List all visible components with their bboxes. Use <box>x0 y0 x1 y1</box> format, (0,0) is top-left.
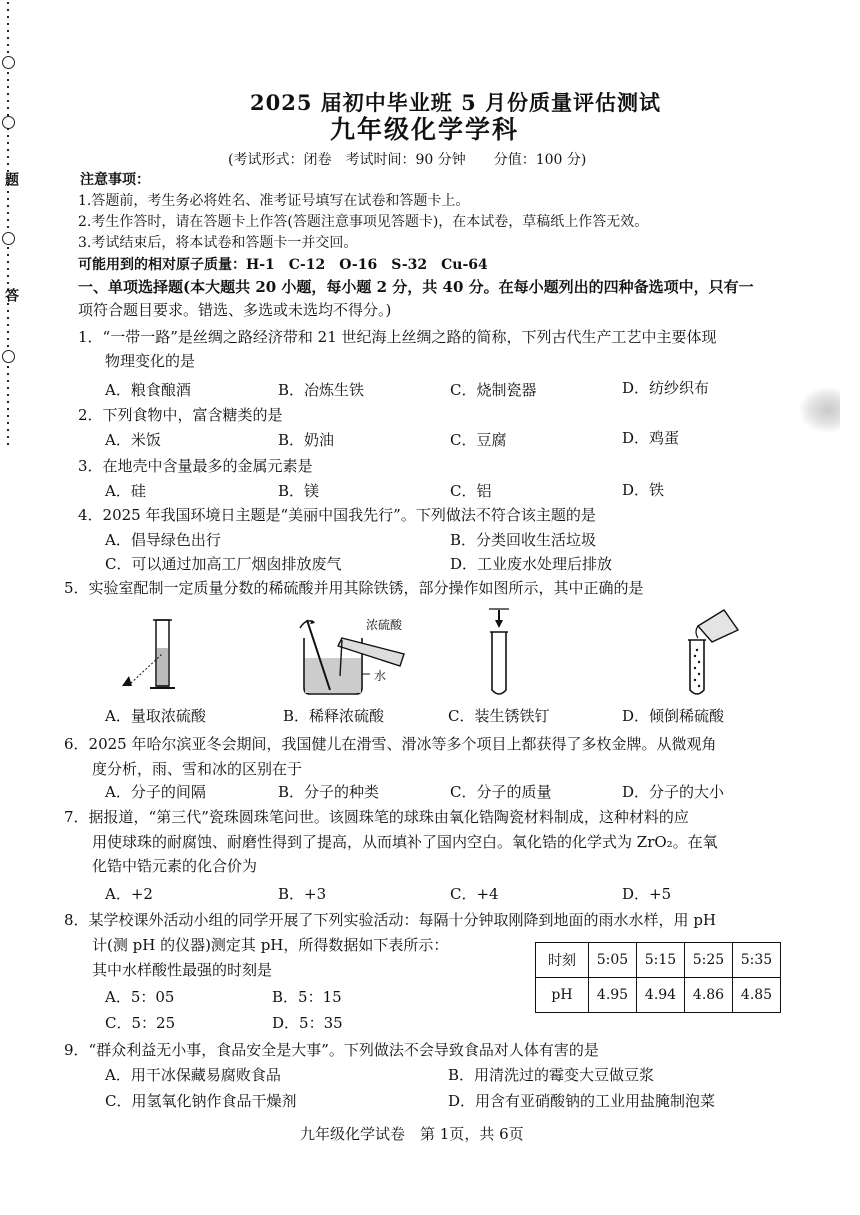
q5-option-a: A．量取浓硫酸 <box>105 707 206 725</box>
q1-option-a: A．粮食酿酒 <box>105 381 191 399</box>
q5-option-d: D．倾倒稀硫酸 <box>622 707 725 725</box>
table-row-time <box>536 943 781 978</box>
binding-hole-3 <box>2 232 15 245</box>
q6-option-d: D．分子的大小 <box>622 783 725 801</box>
table-cell-ph: 4.85 <box>733 978 781 1013</box>
note-2: 2.考生作答时，请在答题卡上作答(答题注意事项见答题卡)，在本试卷，草稿纸上作答无效。 <box>78 214 649 230</box>
table-cell-time-header: 时刻 <box>536 943 589 978</box>
q6-option-b: B．分子的种类 <box>278 783 380 801</box>
q4-option-d: D．工业废水处理后排放 <box>450 555 613 573</box>
exam-info: (考试形式：闭卷 考试时间：90 分钟 分值：100 分) <box>228 152 587 168</box>
q7-option-a: A．+2 <box>105 885 153 903</box>
q8-stem-cont: 计(测 pH 的仪器)测定其 pH，所得数据如下表所示： <box>92 936 449 954</box>
figure-graduated-cylinder <box>118 612 180 696</box>
q8-option-c: C．5：25 <box>105 1014 176 1032</box>
note-3: 3.考试结束后，将本试卷和答题卡一并交回。 <box>78 235 358 251</box>
notes-title: 注意事项： <box>80 172 150 188</box>
table-cell-time: 5:15 <box>637 943 685 978</box>
subject-title: 九年级化学学科 <box>330 115 520 144</box>
exam-title: 2025 届初中毕业班 5 月份质量评估测试 <box>250 90 661 115</box>
page-footer: 九年级化学试卷 第 1页，共 6页 <box>300 1125 524 1143</box>
q8-option-b: B．5：15 <box>272 988 342 1006</box>
atomic-mass-line: 可能用到的相对原子质量：H-1 C-12 O-16 S-32 Cu-64 <box>78 257 488 273</box>
q3-stem: 3．在地壳中含量最多的金属元素是 <box>78 457 313 475</box>
q7-stem-cont: 用使球珠的耐腐蚀、耐磨性得到了提高，从而填补了国内空白。氧化锆的化学式为 ZrO₂。在氧 <box>92 833 718 851</box>
q1-option-d: D．纺纱织布 <box>622 379 710 397</box>
q2-option-b: B．奶油 <box>278 431 335 449</box>
q1-option-c: C．烧制瓷器 <box>450 381 537 399</box>
q1-stem-cont: 物理变化的是 <box>105 352 196 370</box>
table-cell-ph: 4.95 <box>589 978 637 1013</box>
q6-option-a: A．分子的间隔 <box>105 783 206 801</box>
q7-stem-cont2: 化锆中锆元素的化合价为 <box>92 857 258 875</box>
figure-pouring-acid <box>664 604 744 698</box>
figure-test-tube-nail <box>480 606 520 698</box>
q5-option-b: B．稀释浓硫酸 <box>283 707 385 725</box>
q6-stem-cont: 度分析，雨、雪和冰的区别在于 <box>92 760 303 778</box>
section-heading: 一、单项选择题(本大题共 20 小题，每小题 2 分，共 40 分。在每小题列出的四种备选项中，只有一 <box>78 278 754 296</box>
table-cell-ph-header: pH <box>536 978 589 1013</box>
table-cell-time: 5:25 <box>685 943 733 978</box>
q4-option-c: C．可以通过加高工厂烟囱排放废气 <box>105 555 342 573</box>
q7-stem: 7．据报道，“第三代”瓷珠圆珠笔问世。该圆珠笔的球珠由氧化锆陶瓷材料制成，这种材料的应 <box>64 808 689 826</box>
q3-option-a: A．硅 <box>105 482 146 500</box>
margin-char-1: 题 <box>3 172 19 186</box>
q9-option-c: C．用氢氧化钠作食品干燥剂 <box>105 1092 297 1110</box>
table-cell-ph: 4.86 <box>685 978 733 1013</box>
q9-option-a: A．用干冰保藏易腐败食品 <box>105 1066 281 1084</box>
ph-data-table <box>535 942 781 1013</box>
q9-stem: 9．“群众利益无小事，食品安全是大事”。下列做法不会导致食品对人体有害的是 <box>64 1041 599 1059</box>
q5-option-c: C．装生锈铁钉 <box>448 707 550 725</box>
q9-option-b: B．用清洗过的霉变大豆做豆浆 <box>448 1066 655 1084</box>
q2-stem: 2．下列食物中，富含糖类的是 <box>78 406 283 424</box>
table-cell-time: 5:35 <box>733 943 781 978</box>
label-concentrated-acid: 浓硫酸 <box>366 618 403 632</box>
q7-option-c: C．+4 <box>450 885 499 903</box>
q8-option-a: A．5：05 <box>105 988 175 1006</box>
q7-option-b: B．+3 <box>278 885 327 903</box>
q6-option-c: C．分子的质量 <box>450 783 552 801</box>
q2-option-a: A．米饭 <box>105 431 161 449</box>
q8-option-d: D．5：35 <box>272 1014 343 1032</box>
scan-smudge <box>800 388 840 432</box>
margin-char-2: 答 <box>3 288 19 302</box>
binding-margin <box>0 0 30 470</box>
q1-option-b: B．冶炼生铁 <box>278 381 365 399</box>
q2-option-c: C．豆腐 <box>450 431 507 449</box>
q3-option-c: C．铝 <box>450 482 492 500</box>
q7-option-d: D．+5 <box>622 885 672 903</box>
q4-option-a: A．倡导绿色出行 <box>105 531 221 549</box>
note-1: 1.答题前，考生务必将姓名、准考证号填写在试卷和答题卡上。 <box>78 193 470 209</box>
q4-option-b: B．分类回收生活垃圾 <box>450 531 597 549</box>
binding-hole-2 <box>2 116 15 129</box>
table-cell-ph: 4.94 <box>637 978 685 1013</box>
q8-stem-cont2: 其中水样酸性最强的时刻是 <box>92 961 273 979</box>
q6-stem: 6．2025 年哈尔滨亚冬会期间，我国健儿在滑雪、滑冰等多个项目上都获得了多枚金牌。从微观角 <box>64 735 717 753</box>
q1-stem: 1．“一带一路”是丝绸之路经济带和 21 世纪海上丝绸之路的简称，下列古代生产工艺中主要体现 <box>78 328 717 346</box>
q5-stem: 5．实验室配制一定质量分数的稀硫酸并用其除铁锈，部分操作如图所示，其中正确的是 <box>64 579 644 597</box>
q9-option-d: D．用含有亚硝酸钠的工业用盐腌制泡菜 <box>448 1092 716 1110</box>
binding-hole-4 <box>2 350 15 363</box>
q3-option-b: B．镁 <box>278 482 320 500</box>
label-water: 水 <box>374 669 387 683</box>
table-cell-time: 5:05 <box>589 943 637 978</box>
q4-stem: 4．2025 年我国环境日主题是“美丽中国我先行”。下列做法不符合该主题的是 <box>78 506 596 524</box>
q8-stem: 8．某学校课外活动小组的同学开展了下列实验活动：每隔十分钟取刚降到地面的雨水水样，用 pH <box>64 911 716 929</box>
table-row-ph <box>536 978 781 1013</box>
q3-option-d: D．铁 <box>622 481 665 499</box>
binding-hole-1 <box>2 56 15 69</box>
section-heading-cont: 项符合题目要求。错选、多选或未选均不得分。) <box>78 301 392 319</box>
q2-option-d: D．鸡蛋 <box>622 429 680 447</box>
